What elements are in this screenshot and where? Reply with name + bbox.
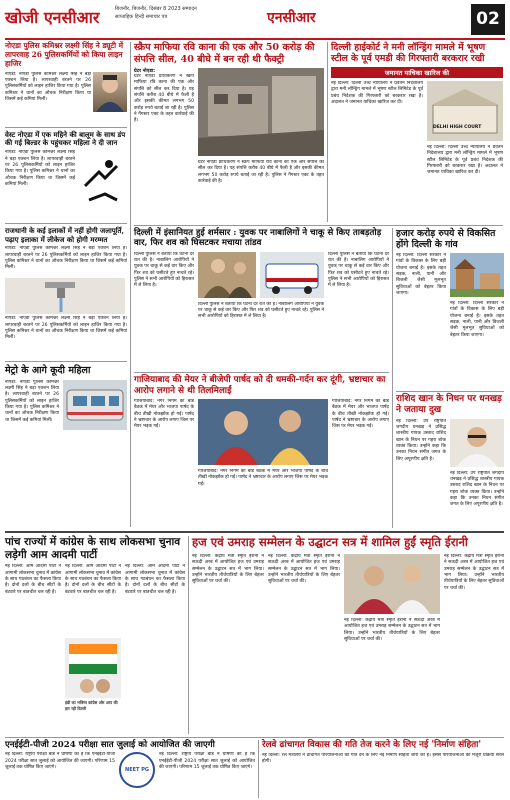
- railway-body: नई दिल्ली: रेल मंत्रालय ने ढांचागत परियोजनाओं को गति देने के लिए नई निर्माण संहिता जारी की है। इससे परियोजनाओं की मंजूरी प्रक्रिया सरल होगी।: [262, 752, 504, 764]
- center-headline: स्क्रैप माफिया रवि काना की एक और 50 करोड़ की संपत्ति सील, 40 बीघे में बन रही थी फैक्ट्री: [134, 42, 315, 65]
- police-van-photo: [260, 252, 324, 298]
- high-court-caption: DELHI HIGH COURT: [433, 125, 482, 131]
- left-headline-3: राजधानी के कई इलाकों में नहीं होगी जलापूर्ति, पढ़ाए इलाका में लीकेज को होगी मरम्मत: [5, 226, 124, 244]
- dateline-subtext: साप्ताहिक हिन्दी समाचार पत्र: [115, 13, 168, 20]
- smriti-story: [192, 536, 504, 734]
- congress-flag-photo: [65, 638, 121, 698]
- center-body: ग्रेटर नोएडा प्राधिकरण ने स्क्रैप माफिया रवि काना की एक और संपत्ति को सील कर दिया है। यह संपत्ति करीब 40 बीघे में फैली है और इसकी कीमत लगभग 50 करोड़ रुपये बताई जा रही है। पुलिस ने गैंगस्टर एक्ट के तहत कार्रवाई की है।: [134, 74, 194, 124]
- village-body-2: नई दिल्ली: दिल्ली सरकार ने गांवों के विकास के लिए बड़ी योजना बनाई है। इसके तहत सड़क, नाली, पानी और बिजली जैसी मूलभूत सुविधाओं को बेहतर किया जाएगा।: [450, 301, 504, 338]
- metro-train-photo: [63, 380, 127, 430]
- smriti-headline: हज एवं उमराह सम्मेलन के उद्घाटन सत्र में शामिल हुईं स्मृति ईरानी: [192, 535, 468, 549]
- right-top-story: [331, 42, 503, 222]
- left-headline-2: वेस्ट नोएडा में एक महिने की बालूम के साथ डंप की गई बिल्डर के पहुंचकर महिला ने दी जान: [5, 129, 126, 148]
- water-tap-photo: [5, 278, 125, 314]
- left-body-1: नोएडा: नोएडा पुलिस कमिश्नर लक्ष्मी सिंह ने बड़ा एक्शन लिया है। लापरवाही बरतने पर 26 पुलिसकर्मियों को लाइन हाजिर किया गया है। पुलिस कमिश्नर ने थानों का औचक निरीक्षण किया था जिसमें कई कमियां मिलीं।: [5, 71, 91, 102]
- congress-body-1: नई दिल्ली: आम आदमी पार्टी ने आगामी लोकसभा चुनाव में कांग्रेस के साथ गठबंधन का फैसला किया है। दोनों दलों के बीच सीटों के बंटवारे पर बातचीत चल रही है।: [5, 564, 61, 595]
- congress-body-2: नई दिल्ली: आम आदमी पार्टी ने आगामी लोकसभा चुनाव में कांग्रेस के साथ गठबंधन का फैसला किया है। दोनों दलों के बीच सीटों के बंटवारे पर बातचीत चल रही है।: [65, 564, 121, 595]
- delhi-story: [134, 228, 389, 368]
- section-title: एनसीआर: [267, 10, 316, 26]
- delhi-body-1: दिल्ली पुलिस ने बताया कि घटना देर रात की है। नाबालिग आरोपियों ने युवक पर चाकू से कई वार किए और फिर शव को घसीटते हुए नाचते रहे। पुलिस ने सभी आरोपियों को हिरासत में ले लिया है।: [134, 251, 194, 289]
- smriti-irani-photo: [344, 554, 440, 614]
- neet-story: [5, 740, 255, 798]
- dhankhar-photo: [450, 419, 504, 467]
- police-photo: [198, 252, 256, 298]
- right-headline: दिल्ली हाईकोर्ट ने मनी लॉन्ड्रिंग मामले में भूषण स्टील के पूर्व एमडी की गिरफ्तारी बरकरार रखी: [331, 42, 486, 65]
- smriti-body-2: नई दिल्ली: केंद्रीय मंत्री स्मृति ईरानी ने सऊदी अरब में आयोजित हज एवं उमराह सम्मेलन के उद्घाटन सत्र में भाग लिया। उन्होंने भारतीय तीर्थयात्रियों के लिए बेहतर सुविधाओं पर चर्चा की।: [268, 553, 340, 585]
- left-headline-4: मेट्रो के आगे कूदी महिला: [5, 365, 91, 377]
- center-body-2: ग्रेटर नोएडा प्राधिकरण ने स्क्रैप माफिया रवि काना की एक और संपत्ति को सील कर दिया है। यह संपत्ति करीब 40 बीघे में फैली है और इसकी कीमत लगभग 50 करोड़ रुपये बताई जा रही है। पुलिस ने गैंगस्टर एक्ट के तहत कार्रवाई की है।: [198, 160, 324, 184]
- rashid-body: नई दिल्ली: उप राष्ट्रपति जगदीप धनखड़ ने प्रसिद्ध शास्त्रीय गायक उस्ताद राशिद खान के निधन पर गहरा शोक व्यक्त किया। उन्होंने कहा कि उनका निधन संगीत जगत के लिए अपूरणीय क्षति है।: [396, 418, 446, 462]
- left-column: [5, 42, 127, 527]
- rashid-body-2: नई दिल्ली: उप राष्ट्रपति जगदीप धनखड़ ने प्रसिद्ध शास्त्रीय गायक उस्ताद राशिद खान के निधन पर गहरा शोक व्यक्त किया। उन्होंने कहा कि उनका निधन संगीत जगत के लिए अपूरणीय क्षति है।: [450, 470, 504, 508]
- ghaziabad-body-2: गाजियाबाद: नगर निगम की बोर्ड बैठक में मेयर और भाजपा पार्षद के बीच तीखी नोकझोंक हो गई। पार्षद ने भ्रष्टाचार के आरोप लगाए जिस पर मेयर भड़क गईं।: [198, 469, 328, 487]
- smriti-body-4: नई दिल्ली: केंद्रीय मंत्री स्मृति ईरानी ने सऊदी अरब में आयोजित हज एवं उमराह सम्मेलन के उद्घाटन सत्र में भाग लिया। उन्होंने भारतीय तीर्थयात्रियों के लिए बेहतर सुविधाओं पर चर्चा की।: [444, 553, 504, 591]
- railway-story: [262, 740, 504, 798]
- ghaziabad-body-1: गाजियाबाद: नगर निगम की बोर्ड बैठक में मेयर और भाजपा पार्षद के बीच तीखी नोकझोंक हो गई। पार्षद ने भ्रष्टाचार के आरोप लगाए जिस पर मेयर भड़क गईं।: [134, 399, 194, 430]
- neet-logo-text: NEET PG: [125, 767, 149, 774]
- left-body-3: नोएडा: नोएडा पुलिस कमिश्नर लक्ष्मी सिंह ने बड़ा एक्शन लिया है। लापरवाही बरतने पर 26 पुलिसकर्मियों को लाइन हाजिर किया गया है। पुलिस कमिश्नर ने थानों का औचक निरीक्षण किया था जिसमें कई कमियां मिलीं।: [5, 246, 127, 271]
- ghaziabad-story: [134, 375, 389, 527]
- left-headline-1: नोएडा पुलिस कमिश्नर लक्ष्मी सिंह ने ड्यूटी में लापरवाह 26 पुलिसकर्मियों को किया लाइन हाजिर: [5, 41, 124, 68]
- demolition-photo: [198, 68, 324, 156]
- congress-body-3: नई दिल्ली: आम आदमी पार्टी ने आगामी लोकसभा चुनाव में कांग्रेस के साथ गठबंधन का फैसला किया है। दोनों दलों के बीच सीटों के बंटवारे पर बातचीत चल रही है।: [125, 564, 185, 595]
- neet-headline: एनईईटी-पीजी 2024 परीक्षा सात जुलाई को आयोजित की जाएगी: [5, 740, 215, 750]
- right-body: नई दिल्ली: दिल्ली उच्च न्यायालय ने प्रवर्तन निदेशालय द्वारा मनी लॉन्ड्रिंग मामले में भूषण स्टील लिमिटेड के पूर्व प्रबंध निदेशक की गिरफ्तारी को बरकरार रखा है। अदालत ने जमानत याचिका खारिज कर दी।: [331, 81, 423, 106]
- left-body-4: नोएडा: नोएडा पुलिस कमिश्नर लक्ष्मी सिंह ने बड़ा एक्शन लिया है। लापरवाही बरतने पर 26 पुलिसकर्मियों को लाइन हाजिर किया गया है। पुलिस कमिश्नर ने थानों का औचक निरीक्षण किया था जिसमें कई कमियां मिलीं।: [5, 316, 127, 341]
- ghaziabad-body-3: गाजियाबाद: नगर निगम की बोर्ड बैठक में मेयर और भाजपा पार्षद के बीच तीखी नोकझोंक हो गई। पार्षद ने भ्रष्टाचार के आरोप लगाए जिस पर मेयर भड़क गईं।: [332, 399, 389, 430]
- village-body: नई दिल्ली: दिल्ली सरकार ने गांवों के विकास के लिए बड़ी योजना बनाई है। इसके तहत सड़क, नाली, पानी और बिजली जैसी मूलभूत सुविधाओं को बेहतर किया जाएगा।: [396, 253, 446, 297]
- commissioner-photo: [93, 72, 127, 112]
- neet-body: नई दिल्ली: राष्ट्रीय परीक्षा बोर्ड ने घोषणा की है कि एनईईटी-पीजी 2024 परीक्षा सात जुलाई को आयोजित की जाएगी। परिणाम 15 जुलाई तक घोषित किए जाएंगे।: [5, 752, 115, 770]
- railway-headline: रेलवे ढांचागत विकास की गति तेज करने के लिए नई 'निर्माण संहिता': [262, 740, 482, 750]
- masthead: [5, 4, 505, 40]
- village-headline: हजार करोड़ रुपये से विकसित होंगे दिल्ली के गांव: [396, 228, 496, 251]
- rashid-headline: राशिद खान के निधन पर धनखड़ ने जताया दुख: [396, 394, 502, 415]
- smriti-body-1: नई दिल्ली: केंद्रीय मंत्री स्मृति ईरानी ने सऊदी अरब में आयोजित हज एवं उमराह सम्मेलन के उद्घाटन सत्र में भाग लिया। उन्होंने भारतीय तीर्थयात्रियों के लिए बेहतर सुविधाओं पर चर्चा की।: [192, 553, 264, 585]
- high-court-photo: [427, 81, 503, 141]
- ghaziabad-headline: गाजियाबाद की मेयर ने बीजेपी पार्षद को दी धमकी-गर्दन कर दूंगी, भ्रष्टाचार का आरोप लगाने से थी तिलमिलाईं: [134, 375, 386, 396]
- dateline-text: बिजनौर, बिजनौर, दिसंबर 8 2023 सम्पादन: [115, 6, 197, 12]
- falling-person-illustration: [79, 156, 127, 208]
- delhi-body-3: दिल्ली पुलिस ने बताया कि घटना देर रात की है। नाबालिग आरोपियों ने युवक पर चाकू से कई वार किए और फिर शव को घसीटते हुए नाचते रहे। पुलिस ने सभी आरोपियों को हिरासत में ले लिया है।: [328, 251, 389, 289]
- smriti-body-3: नई दिल्ली: केंद्रीय मंत्री स्मृति ईरानी ने सऊदी अरब में आयोजित हज एवं उमराह सम्मेलन के उद्घाटन सत्र में भाग लिया। उन्होंने भारतीय तीर्थयात्रियों के लिए बेहतर सुविधाओं पर चर्चा की।: [344, 617, 440, 642]
- neet-body-2: नई दिल्ली: राष्ट्रीय परीक्षा बोर्ड ने घोषणा की है कि एनईईटी-पीजी 2024 परीक्षा सात जुलाई को आयोजित की जाएगी। परिणाम 15 जुलाई तक घोषित किए जाएंगे।: [159, 752, 255, 770]
- delhi-headline: दिल्ली में इंसानियत हुई शर्मसार : युवक पर नाबालिगों ने चाकू से किए ताबड़तोड़ वार, फिर शव को घिसटकर मचाया तांडव: [134, 228, 382, 249]
- congress-story: [5, 536, 185, 734]
- delhi-body-2: दिल्ली पुलिस ने बताया कि घटना देर रात की है। नाबालिग आरोपियों ने युवक पर चाकू से कई वार किए और फिर शव को घसीटते हुए नाचते रहे। पुलिस ने सभी आरोपियों को हिरासत में ले लिया है।: [198, 301, 324, 320]
- congress-photo-caption: इंडी का भविष्य कांग्रेस और आप की हार रही दिल्ली: [65, 700, 118, 711]
- village-story: [396, 228, 504, 388]
- page-number: 02: [471, 4, 505, 35]
- mayor-photo: [198, 399, 328, 465]
- left-body-2: नोएडा: नोएडा पुलिस कमिश्नर लक्ष्मी सिंह ने बड़ा एक्शन लिया है। लापरवाही बरतने पर 26 पुलिसकर्मियों को लाइन हाजिर किया गया है। पुलिस कमिश्नर ने थानों का औचक निरीक्षण किया था जिसमें कई कमियां मिलीं।: [5, 150, 75, 188]
- rashid-story: [396, 394, 504, 528]
- right-strap: जमानत याचिका खारिज की: [331, 67, 503, 78]
- village-photo: [450, 253, 504, 297]
- center-top-story: [134, 42, 324, 222]
- neet-logo: [119, 752, 155, 788]
- right-body-2: नई दिल्ली: दिल्ली उच्च न्यायालय ने प्रवर्तन निदेशालय द्वारा मनी लॉन्ड्रिंग मामले में भूषण स्टील लिमिटेड के पूर्व प्रबंध निदेशक की गिरफ्तारी को बरकरार रखा है। अदालत ने जमानत याचिका खारिज कर दी।: [427, 145, 503, 176]
- center-byline: ग्रेटर नोएडा:: [134, 69, 156, 74]
- brand-title: खोजी एनसीआर: [5, 8, 100, 27]
- left-body-5: नोएडा: नोएडा पुलिस कमिश्नर लक्ष्मी सिंह ने बड़ा एक्शन लिया है। लापरवाही बरतने पर 26 पुलिसकर्मियों को लाइन हाजिर किया गया है। पुलिस कमिश्नर ने थानों का औचक निरीक्षण किया था जिसमें कई कमियां मिलीं।: [5, 379, 59, 423]
- congress-headline: पांच राज्यों में कांग्रेस के साथ लोकसभा चुनाव लड़ेगी आम आदमी पार्टी: [5, 536, 181, 561]
